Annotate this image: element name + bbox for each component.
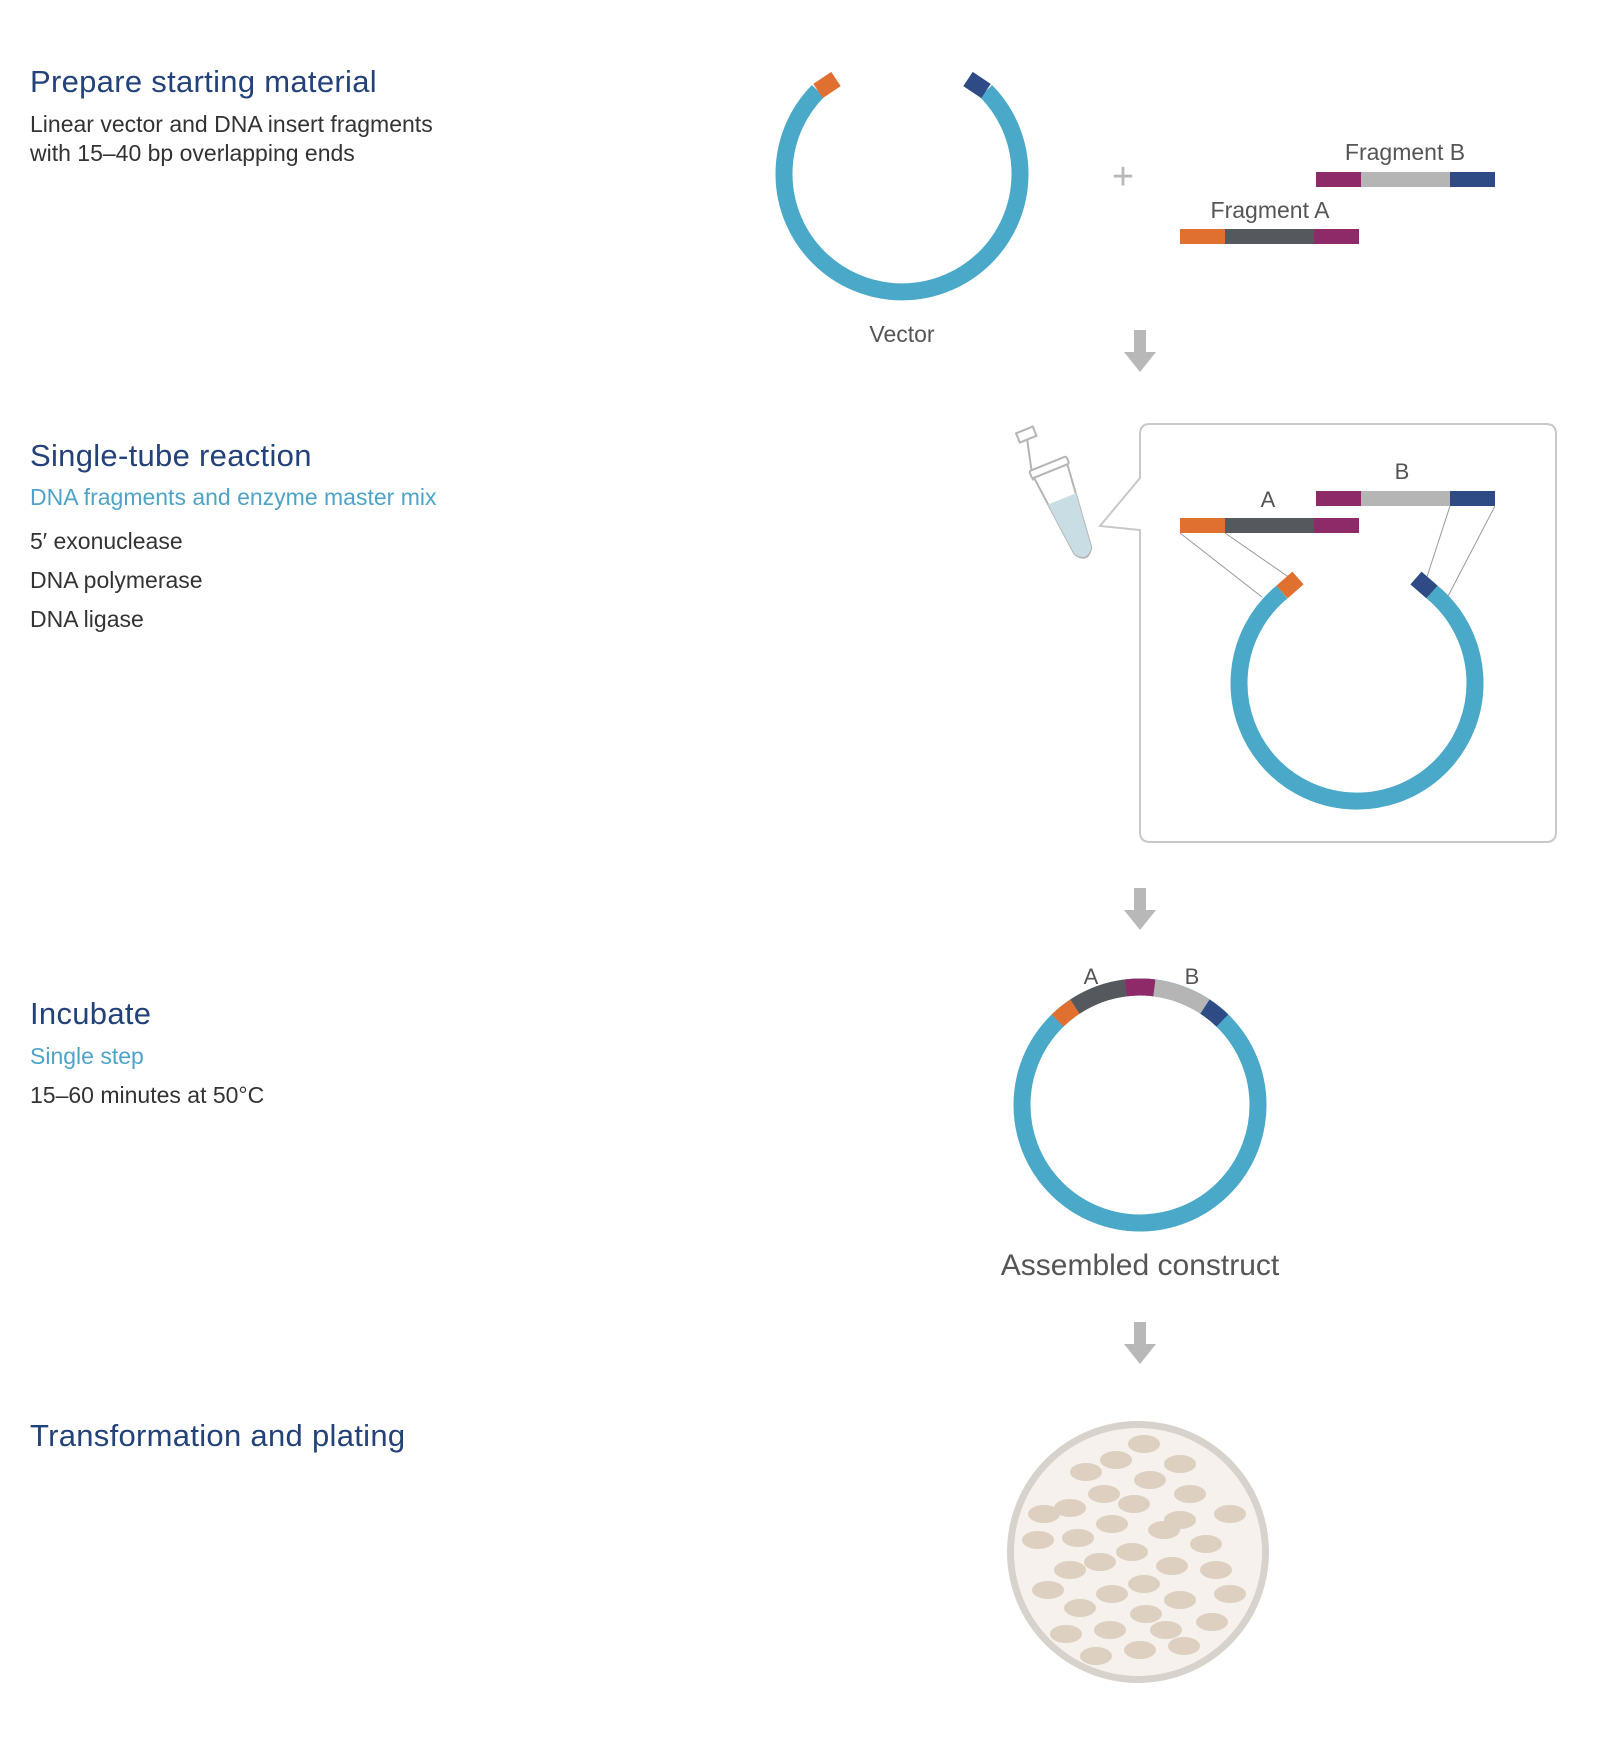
step-3-subtitle: Single step	[30, 1043, 144, 1069]
enzyme-item-polymerase: DNA polymerase	[30, 567, 203, 593]
assembled-fragment-a	[1075, 988, 1126, 1007]
down-arrow-1	[1124, 330, 1156, 372]
enzyme-item-ligase: DNA ligase	[30, 606, 144, 632]
down-arrow-2	[1124, 888, 1156, 930]
reaction-fragment-b	[1316, 491, 1495, 506]
assembled-plasmid	[1022, 987, 1258, 1223]
tube-icon	[1014, 419, 1104, 565]
step-3-title: Incubate	[30, 996, 152, 1031]
assembled-backbone	[1022, 987, 1258, 1223]
fragment-a	[1180, 229, 1359, 244]
step-2-subtitle: DNA fragments and enzyme master mix	[30, 484, 437, 510]
fragment-a-purple-end	[1314, 229, 1359, 244]
fragment-b-purple-end	[1316, 172, 1361, 187]
fragment-b	[1316, 172, 1495, 187]
assembled-navy	[1205, 1007, 1222, 1021]
plus-sign: +	[1111, 156, 1135, 198]
callout-box	[1100, 424, 1556, 842]
fragment-a-body	[1225, 229, 1314, 244]
enzyme-item-exonuclease: 5′ exonuclease	[30, 528, 183, 554]
step-1-title: Prepare starting material	[30, 64, 377, 99]
reaction-label-a: A	[1260, 487, 1276, 512]
linear-vector	[784, 79, 1020, 292]
step-4-title: Transformation and plating	[30, 1418, 406, 1453]
step-2-title: Single-tube reaction	[30, 438, 312, 473]
petri-dish	[1007, 1421, 1269, 1683]
fragment-a-orange-end	[1180, 229, 1225, 244]
step-1-description-line-2: with 15–40 bp overlapping ends	[30, 140, 355, 166]
vector-label: Vector	[869, 321, 935, 347]
assembled-label-b: B	[1184, 964, 1200, 989]
assembled-junction	[1126, 987, 1155, 988]
vector-end-navy	[968, 79, 986, 91]
step-1-description-line-1: Linear vector and DNA insert fragments	[30, 111, 433, 137]
fragment-b-body	[1361, 172, 1450, 187]
vector-backbone	[784, 91, 1020, 292]
reaction-label-b: B	[1394, 459, 1410, 484]
assembled-construct-label: Assembled construct	[1000, 1249, 1280, 1282]
fragment-b-label: Fragment B	[1344, 139, 1466, 165]
step-3-detail: 15–60 minutes at 50°C	[30, 1082, 265, 1108]
fragment-a-label: Fragment A	[1210, 197, 1330, 223]
assembled-label-a: A	[1083, 964, 1099, 989]
reaction-fragment-a	[1180, 518, 1359, 533]
assembled-orange	[1058, 1007, 1075, 1021]
fragment-b-navy-end	[1450, 172, 1495, 187]
vector-end-orange	[818, 79, 836, 91]
down-arrow-3	[1124, 1322, 1156, 1364]
assembled-fragment-b	[1154, 988, 1205, 1007]
